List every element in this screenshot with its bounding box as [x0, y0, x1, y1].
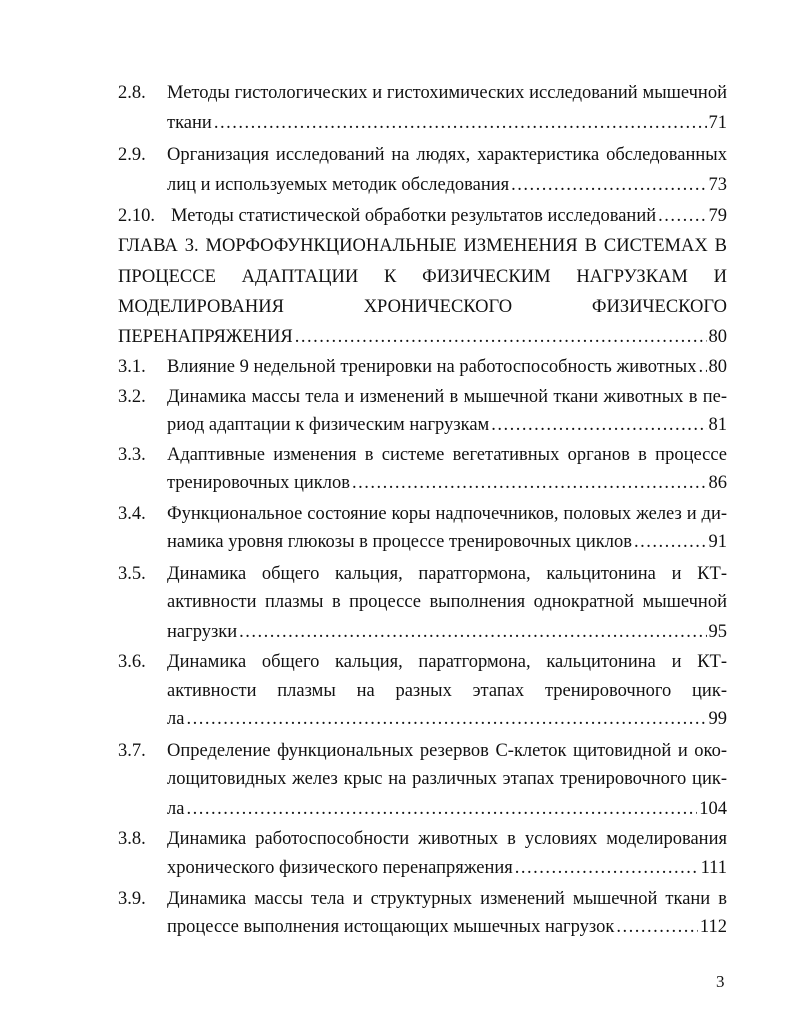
page-ref: 99 — [708, 709, 727, 729]
chapter-title: ПЕРЕНАПРЯЖЕНИЯ — [118, 327, 293, 347]
dot-leader — [186, 708, 706, 730]
page-ref: 80 — [708, 327, 727, 347]
entry-number: 3.7. — [118, 741, 146, 761]
entry-title: Методы статистической обработки результатов исследований — [171, 206, 657, 226]
entry-title-cont: ла — [167, 709, 185, 729]
dot-leader — [634, 531, 707, 553]
dot-leader — [352, 472, 707, 494]
page-ref: 73 — [708, 175, 727, 195]
toc-entry-3-7[interactable] — [167, 798, 727, 820]
toc-entry-3-8[interactable] — [167, 857, 727, 879]
page-ref: 111 — [700, 858, 727, 878]
dot-leader — [515, 857, 699, 879]
entry-title: Методы гистологических и гистохимических исследований мышечной — [167, 83, 727, 103]
entry-title: Динамика общего кальция, паратгормона, кальцитонина и КТ- — [167, 564, 727, 584]
entry-number: 2.10. — [118, 206, 155, 226]
entry-title: Определение функциональных резервов С-клеток щитовидной и око- — [167, 741, 727, 761]
toc-entry-chapter-3[interactable] — [118, 326, 727, 348]
entry-title-cont: риод адаптации к физическим нагрузкам — [167, 415, 490, 435]
entry-title: Динамика общего кальция, паратгормона, кальцитонина и КТ- — [167, 652, 727, 672]
entry-title: Динамика массы тела и изменений в мышечной ткани животных в пе- — [167, 387, 727, 407]
entry-number: 3.4. — [118, 504, 146, 524]
toc-entry-3-6[interactable] — [167, 708, 727, 730]
entry-title-cont: хронического физического перенапряжения — [167, 858, 513, 878]
entry-number: 3.6. — [118, 652, 146, 672]
toc-entry-3-1[interactable] — [167, 356, 727, 378]
entry-title-cont: намика уровня глюкозы в процессе тренировочных циклов — [167, 532, 632, 552]
page-ref: 91 — [708, 532, 727, 552]
entry-title-cont: лиц и используемых методик обследования — [167, 175, 510, 195]
entry-title-cont: процессе выполнения истощающих мышечных нагрузок — [167, 917, 615, 937]
chapter-title: ПРОЦЕССЕ АДАПТАЦИИ К ФИЗИЧЕСКИМ НАГРУЗКАМ И — [118, 267, 727, 287]
entry-title-cont: активности плазмы в процессе выполнения однократной мышечной — [167, 592, 727, 612]
page-ref: 86 — [708, 473, 727, 493]
page-ref: 81 — [708, 415, 727, 435]
entry-title-cont: ткани — [167, 113, 212, 133]
entry-title-cont: нагрузки — [167, 622, 238, 642]
page-ref: 80 — [708, 357, 727, 377]
dot-leader — [239, 621, 706, 643]
page-ref: 95 — [708, 622, 727, 642]
toc-entry-3-2[interactable] — [167, 414, 727, 436]
entry-title-cont: тренировочных циклов — [167, 473, 350, 493]
dot-leader — [295, 326, 707, 348]
entry-number: 3.1. — [118, 357, 146, 377]
entry-number: 3.8. — [118, 829, 146, 849]
dot-leader — [214, 112, 707, 134]
entry-number: 3.9. — [118, 889, 146, 909]
page-ref: 112 — [699, 917, 727, 937]
toc-entry-3-3[interactable] — [167, 472, 727, 494]
entry-number: 2.8. — [118, 83, 146, 103]
page-ref: 104 — [699, 799, 727, 819]
page-number: 3 — [716, 972, 725, 991]
entry-title: Динамика работоспособности животных в условиях моделирования — [167, 829, 727, 849]
entry-number: 3.2. — [118, 387, 146, 407]
entry-title-cont: ла — [167, 799, 185, 819]
entry-title: Организация исследований на людях, характеристика обследованных — [167, 145, 727, 165]
dot-leader — [186, 798, 697, 820]
chapter-title: МОДЕЛИРОВАНИЯ ХРОНИЧЕСКОГО ФИЗИЧЕСКОГО — [118, 297, 727, 317]
toc-entry-2-9[interactable] — [167, 174, 727, 196]
entry-number: 3.3. — [118, 445, 146, 465]
page-ref: 79 — [708, 206, 727, 226]
entry-title: Динамика массы тела и структурных изменений мышечной ткани в — [167, 889, 727, 909]
page-ref: 71 — [708, 113, 727, 133]
dot-leader — [698, 356, 706, 378]
dot-leader — [511, 174, 706, 196]
chapter-title: ГЛАВА 3. МОРФОФУНКЦИОНАЛЬНЫЕ ИЗМЕНЕНИЯ В СИСТЕМАХ В — [118, 236, 727, 256]
dot-leader — [491, 414, 706, 436]
entry-title: Адаптивные изменения в системе вегетативных органов в процессе — [167, 445, 727, 465]
toc-entry-2-8[interactable] — [167, 112, 727, 134]
dot-leader — [658, 205, 706, 227]
toc-entry-3-4[interactable] — [167, 531, 727, 553]
toc-entry-3-9[interactable] — [167, 916, 727, 938]
entry-title: Влияние 9 недельной тренировки на работоспособность животных — [167, 357, 697, 377]
toc-entry-2-10[interactable] — [171, 205, 727, 227]
entry-title: Функциональное состояние коры надпочечников, половых желез и ди- — [167, 504, 727, 524]
entry-number: 3.5. — [118, 564, 146, 584]
entry-title-cont: лощитовидных желез крыс на различных этапах тренировочного цик- — [167, 769, 727, 789]
entry-number: 2.9. — [118, 145, 146, 165]
dot-leader — [616, 916, 698, 938]
entry-title-cont: активности плазмы на разных этапах тренировочного цик- — [167, 681, 727, 701]
toc-entry-3-5[interactable] — [167, 621, 727, 643]
